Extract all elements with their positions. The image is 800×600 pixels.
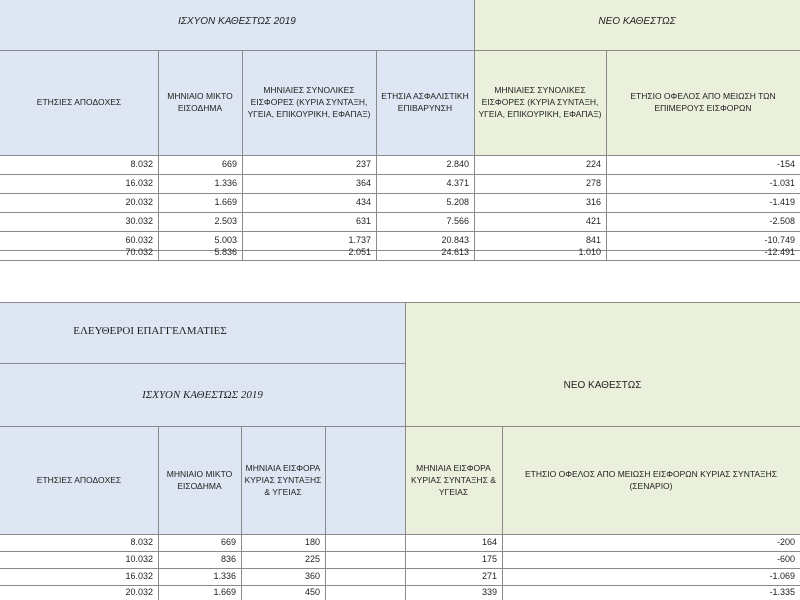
cell-monthly-income: 2.503	[214, 216, 237, 226]
cell-annual-earnings: 20.032	[125, 197, 153, 207]
cell-annual-benefit: -1.335	[769, 587, 795, 597]
cell-monthly-contributions: 237	[355, 159, 371, 169]
cell-new-monthly-contribution: 271	[481, 571, 497, 581]
current-regime-title: ΙΣΧΥΟΝ ΚΑΘΕΣΤΩΣ 2019	[178, 15, 296, 27]
cell-annual-earnings: 8.032	[130, 159, 153, 169]
cell-annual-earnings: 16.032	[125, 571, 153, 581]
header-new-monthly-main-pension-contribution: ΜΗΝΙΑΙΑ ΕΙΣΦΟΡΑ ΚΥΡΙΑΣ ΣΥΝΤΑΞΗΣ & ΥΓΕΙΑΣ	[411, 462, 496, 497]
header-monthly-main-pension-contribution: ΜΗΝΙΑΙΑ ΕΙΣΦΟΡΑ ΚΥΡΙΑΣ ΣΥΝΤΑΞΗΣ & ΥΓΕΙΑΣ	[244, 462, 322, 497]
cell-annual-earnings: 16.032	[125, 178, 153, 188]
cell-monthly-income: 669	[221, 159, 237, 169]
header-new-monthly-total-contributions: ΜΗΝΙΑΙΕΣ ΣΥΝΟΛΙΚΕΣ ΕΙΣΦΟΡΕΣ (ΚΥΡΙΑ ΣΥΝΤΑΞΗ, ΥΓΕΙΑ, ΕΠΙΚΟΥΡΙΚΗ, ΕΦΑΠΑΞ)	[478, 85, 602, 119]
cell-monthly-income: 5.003	[214, 235, 237, 245]
cell-annual-earnings: 20.032	[125, 587, 153, 597]
cell-annual-benefit: -1.069	[769, 571, 795, 581]
cell-new-monthly-contributions: 421	[585, 216, 601, 226]
header-annual-benefit-scenario: ΕΤΗΣΙΟ ΟΦΕΛΟΣ ΑΠΟ ΜΕΙΩΣΗ ΕΙΣΦΟΡΩΝ ΚΥΡΙΑΣ ΣΥΝΤΑΞΗΣ (ΣΕΝΑΡΙΟ)	[525, 468, 777, 491]
cell-annual-benefit: -2.508	[769, 216, 795, 226]
cell-monthly-contributions: 2.051	[348, 247, 371, 257]
cell-annual-benefit: -600	[776, 554, 795, 564]
cell-annual-earnings: 60.032	[125, 235, 153, 245]
cell-monthly-contributions: 434	[355, 197, 371, 207]
cell-annual-benefit: -10.749	[764, 235, 795, 245]
cell-monthly-contribution: 450	[304, 587, 320, 597]
cell-annual-earnings: 10.032	[125, 554, 153, 564]
current-regime-title: ΙΣΧΥΟΝ ΚΑΘΕΣΤΩΣ 2019	[142, 389, 263, 401]
cell-monthly-income: 836	[220, 554, 236, 564]
freelancers-group-title: ΕΛΕΥΘΕΡΟΙ ΕΠΑΓΓΕΛΜΑΤΙΕΣ	[73, 325, 227, 337]
cell-monthly-income: 5.836	[214, 247, 237, 257]
new-regime-title: ΝΕΟ ΚΑΘΕΣΤΩΣ	[598, 15, 676, 27]
header-annual-benefit: ΕΤΗΣΙΟ ΟΦΕΛΟΣ ΑΠΟ ΜΕΙΩΣΗ ΤΩΝ ΕΠΙΜΕΡΟΥΣ ΕΙΣΦΟΡΩΝ	[630, 91, 776, 113]
cell-new-monthly-contribution: 339	[481, 587, 497, 597]
cell-monthly-income: 1.336	[214, 178, 237, 188]
cell-new-monthly-contribution: 175	[481, 554, 497, 564]
cell-new-monthly-contribution: 164	[481, 537, 497, 547]
cell-annual-burden: 2.840	[446, 159, 469, 169]
header-monthly-total-contributions: ΜΗΝΙΑΙΕΣ ΣΥΝΟΛΙΚΕΣ ΕΙΣΦΟΡΕΣ (ΚΥΡΙΑ ΣΥΝΤΑΞΗ, ΥΓΕΙΑ, ΕΠΙΚΟΥΡΙΚΗ, ΕΦΑΠΑΞ)	[247, 85, 371, 119]
header-empty	[325, 426, 405, 533]
cell-monthly-income: 1.336	[213, 571, 236, 581]
cell-monthly-income: 1.669	[213, 587, 236, 597]
cell-monthly-contribution: 360	[304, 571, 320, 581]
cell-annual-earnings: 8.032	[130, 537, 153, 547]
cell-annual-burden: 24.613	[441, 247, 469, 257]
cell-annual-benefit: -154	[776, 159, 795, 169]
cell-monthly-contributions: 631	[355, 216, 371, 226]
cell-annual-benefit: -1.419	[769, 197, 795, 207]
cell-annual-benefit: -12.491	[764, 247, 795, 257]
cell-empty	[325, 534, 405, 551]
cell-monthly-contributions: 364	[355, 178, 371, 188]
cell-annual-burden: 4.371	[446, 178, 469, 188]
cell-annual-burden: 20.843	[441, 235, 469, 245]
cell-annual-benefit: -1.031	[769, 178, 795, 188]
cell-new-monthly-contributions: 1.010	[578, 247, 601, 257]
cell-new-monthly-contributions: 278	[585, 178, 601, 188]
cell-annual-earnings: 70.032	[125, 247, 153, 257]
cell-monthly-contribution: 180	[304, 537, 320, 547]
cell-monthly-contribution: 225	[304, 554, 320, 564]
cell-annual-burden: 7.566	[446, 216, 469, 226]
cell-new-monthly-contributions: 316	[585, 197, 601, 207]
cell-annual-earnings: 30.032	[125, 216, 153, 226]
cell-empty	[325, 585, 405, 600]
cell-monthly-contributions: 1.737	[348, 235, 371, 245]
header-annual-insurance-burden: ΕΤΗΣΙΑ ΑΣΦΑΛΙΣΤΙΚΗ ΕΠΙΒΑΡΥΝΣΗ	[381, 91, 469, 113]
header-monthly-gross-income: ΜΗΝΙΑΙΟ ΜΙΚΤΟ ΕΙΣΟΔΗΜΑ	[166, 468, 233, 491]
cell-new-monthly-contributions: 224	[585, 159, 601, 169]
cell-empty	[325, 568, 405, 585]
cell-annual-burden: 5.208	[446, 197, 469, 207]
new-regime-title: ΝΕΟ ΚΑΘΕΣΤΩΣ	[563, 379, 642, 391]
header-monthly-gross-income: ΜΗΝΙΑΙΟ ΜΙΚΤΟ ΕΙΣΟΔΗΜΑ	[167, 91, 233, 113]
header-annual-earnings: ΕΤΗΣΙΕΣ ΑΠΟΔΟΧΕΣ	[36, 97, 122, 107]
cell-monthly-income: 1.669	[214, 197, 237, 207]
cell-empty	[325, 551, 405, 568]
cell-annual-benefit: -200	[776, 537, 795, 547]
cell-new-monthly-contributions: 841	[585, 235, 601, 245]
cell-monthly-income: 669	[220, 537, 236, 547]
header-annual-earnings: ΕΤΗΣΙΕΣ ΑΠΟΔΟΧΕΣ	[36, 474, 122, 485]
